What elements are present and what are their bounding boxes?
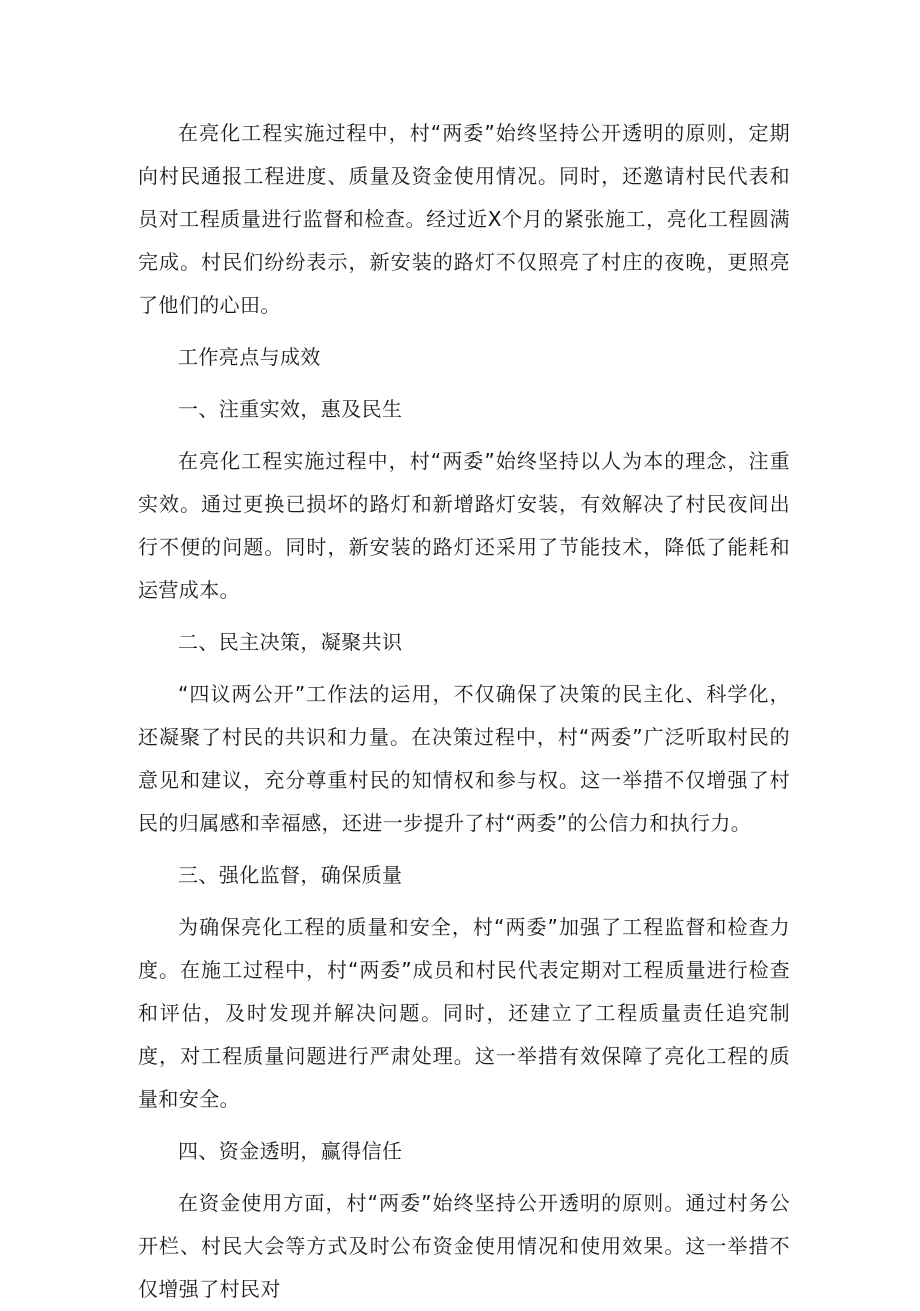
section-title: 工作亮点与成效 [178,345,321,369]
heading-fund-transparency: 四、资金透明，赢得信任 [178,1139,403,1163]
paragraph-democratic-decision: “四议两公开”工作法的运用，不仅确保了决策的民主化、科学化，还凝聚了村民的共识和力量。在决策过程中，村“两委”广泛听取村民的意见和建议，充分尊重村民的知情权和参与权。这一举措不仅增强了村民的归属感和幸福感，还进一步提升了村“两委”的公信力和执行力。 [138,682,790,835]
document-page [138,112,790,1311]
heading-democratic-decision: 二、民主决策，凝聚共识 [178,630,403,654]
paragraph-supervision: 为确保亮化工程的质量和安全，村“两委”加强了工程监督和检查力度。在施工过程中，村“两委”成员和村民代表定期对工程质量进行检查和评估，及时发现并解决问题。同时，还建立了工程质量责任追究制度，对工程质量问题进行严肃处理。这一举措有效保障了亮化工程的质量和安全。 [138,915,790,1111]
heading-supervision: 三、强化监督，确保质量 [178,863,403,887]
paragraph-practical-results: 在亮化工程实施过程中，村“两委”始终坚持以人为本的理念，注重实效。通过更换已损坏的路灯和新增路灯安装，有效解决了村民夜间出行不便的问题。同时，新安装的路灯还采用了节能技术，降低了能耗和运营成本。 [138,449,790,602]
paragraph-fund-transparency: 在资金使用方面，村“两委”始终坚持公开透明的原则。通过村务公开栏、村民大会等方式及时公布资金使用情况和使用效果。这一举措不仅增强了村民对 [138,1191,790,1301]
paragraph-project-transparency: 在亮化工程实施过程中，村“两委”始终坚持公开透明的原则，定期向村民通报工程进度、质量及资金使用情况。同时，还邀请村民代表和员对工程质量进行监督和检查。经过近X个月的紧张施工，亮化工程圆满完成。村民们纷纷表示，新安装的路灯不仅照亮了村庄的夜晚，更照亮了他们的心田。 [138,121,790,317]
heading-practical-results: 一、注重实效，惠及民生 [178,397,403,421]
